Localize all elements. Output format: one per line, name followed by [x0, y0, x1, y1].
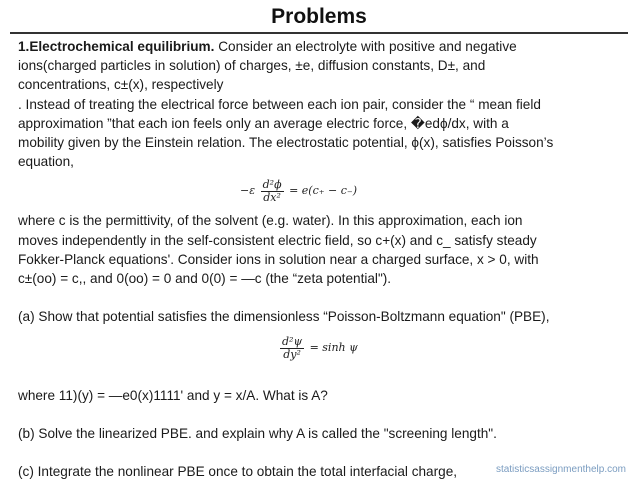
eq-prefix: −ε	[240, 184, 256, 198]
page-title: Problems	[271, 5, 367, 28]
part-b: (b) Solve the linearized PBE. and explain why A is called the "screening length".	[18, 426, 497, 441]
problem-text	[18, 37, 624, 482]
blank-line	[18, 288, 624, 307]
eq-numerator: d²ψ	[282, 334, 303, 348]
poisson-equation	[18, 171, 624, 211]
text-line: ions(charged particles in solution) of charges, ±e, diffusion constants, D±, and	[18, 58, 486, 74]
eq-rhs: = e(c₊ − c₋)	[289, 184, 358, 198]
text-line: approximation ”that each ion feels only an average electric force, �edϕ/dx, with a	[18, 115, 509, 131]
pbe-equation	[18, 330, 624, 366]
eq-numerator: d²ϕ	[262, 177, 282, 191]
part-c: (c) Integrate the nonlinear PBE once to obtain the total interfacial charge,	[18, 464, 458, 480]
blank-line	[18, 366, 624, 385]
text-line: c±(oo) = c,, and 0(oo) = 0 and 0(0) = —c (the “zeta potential").	[18, 270, 392, 286]
text-line: where c is the permittivity, of the solvent (e.g. water). In this approximation, each ion	[18, 213, 523, 229]
text-line	[18, 37, 624, 56]
problem-heading: 1.Electrochemical equilibrium.	[18, 39, 215, 54]
text-line: mobility given by the Einstein relation. The electrostatic potential, ϕ(x), satisfies Poisson’s	[18, 134, 554, 150]
eq-denominator: dx²	[263, 190, 281, 204]
text-line: concentrations, c±(x), respectively	[18, 77, 224, 93]
blank-line	[18, 443, 624, 462]
eq-rhs: = sinh ψ	[309, 341, 358, 355]
title-divider	[10, 32, 628, 34]
text-line: . Instead of treating the electrical force between each ion pair, consider the “ mean field	[18, 96, 541, 112]
text-span: Consider an electrolyte with positive and negative	[214, 39, 517, 54]
watermark: statisticsassignmenthelp.com	[495, 464, 626, 475]
eq-fraction	[280, 336, 304, 361]
eq-denominator: dy²	[283, 347, 301, 361]
text-line: moves independently in the self-consistent electric field, so c+(x) and c_ satisfy steady	[18, 232, 537, 248]
where-line: where 11)(y) = —e0(x)1111' and y = x/A. What is A?	[18, 387, 328, 403]
eq-fraction	[261, 179, 284, 204]
text-line: Fokker-Planck equations'. Consider ions in solution near a charged surface, x > 0, with	[18, 251, 539, 267]
part-a: (a) Show that potential satisfies the dimensionless “Poisson-Boltzmann equation" (PBE),	[18, 309, 550, 325]
text-line: equation,	[18, 154, 74, 170]
blank-line	[18, 405, 624, 424]
